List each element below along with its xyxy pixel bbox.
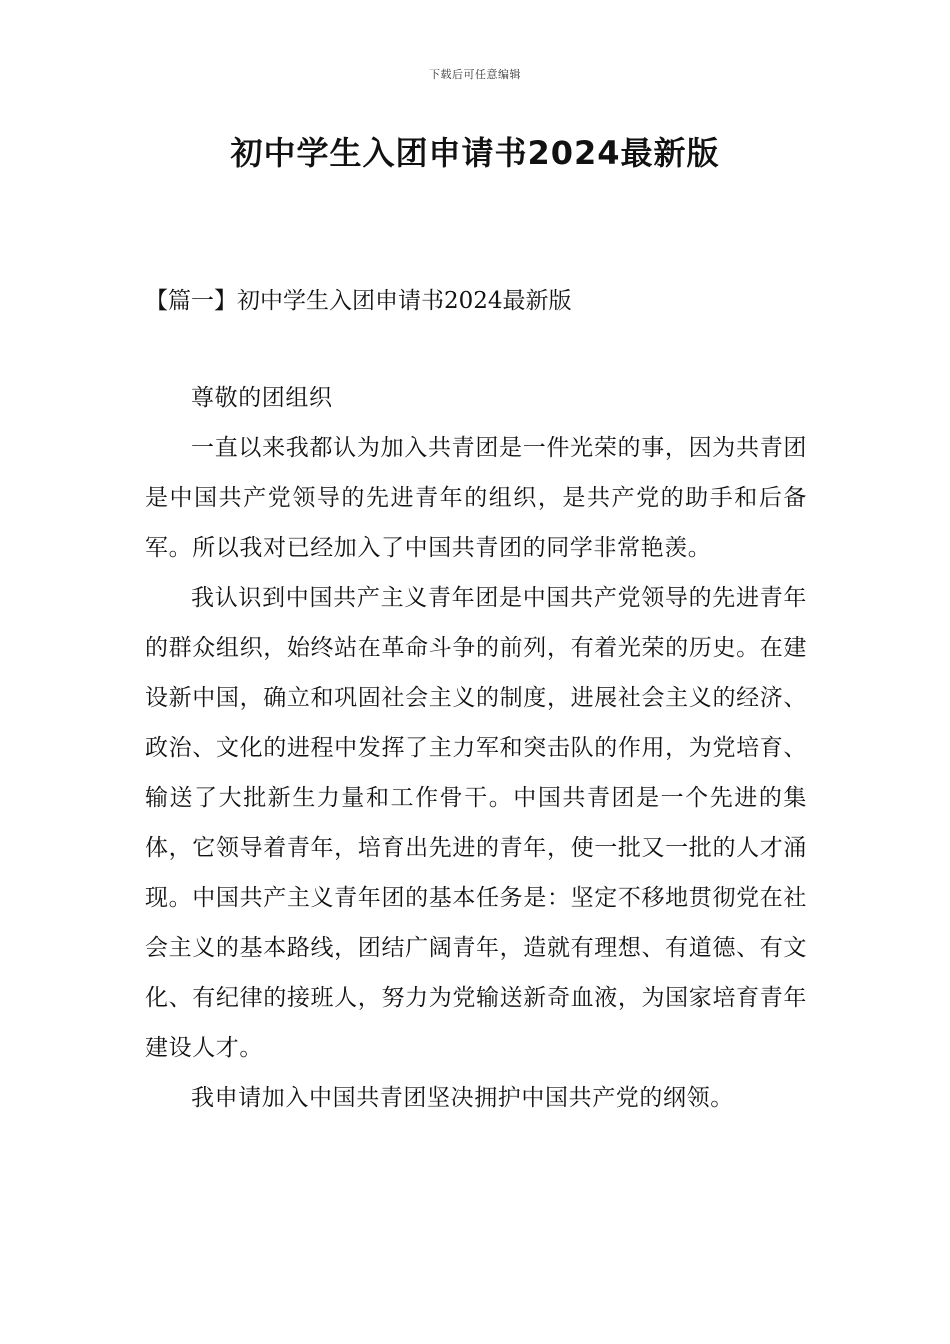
- body-paragraph: 一直以来我都认为加入共青团是一件光荣的事，因为共青团是中国共产党领导的先进青年的组织，是共产党的助手和后备军。所以我对已经加入了中国共青团的同学非常艳羡。: [145, 435, 807, 561]
- salutation: 尊敬的团组织: [191, 385, 333, 411]
- header-note: 下载后可任意编辑: [429, 68, 521, 81]
- body-paragraph: 我申请加入中国共青团坚决拥护中国共产党的纲领。: [191, 1085, 734, 1111]
- document-title: 初中学生入团申请书2024最新版: [230, 134, 720, 172]
- document-body: [145, 373, 807, 1123]
- section-heading: 【篇一】初中学生入团申请书2024最新版: [145, 288, 572, 314]
- body-paragraph: 我认识到中国共产主义青年团是中国共产党领导的先进青年的群众组织，始终站在革命斗争的前列，有着光荣的历史。在建设新中国，确立和巩固社会主义的制度，进展社会主义的经济、政治、文化的进程中发挥了主力军和突击队的作用，为党培育、输送了大批新生力量和工作骨干。中国共青团是一个先进的集体，它领导着青年，培育出先进的青年，使一批又一批的人才涌现。中国共产主义青年团的基本任务是：坚定不移地贯彻党在社会主义的基本路线，团结广阔青年，造就有理想、有道德、有文化、有纪律的接班人，努力为党输送新奇血液，为国家培育青年建设人才。: [145, 585, 807, 1061]
